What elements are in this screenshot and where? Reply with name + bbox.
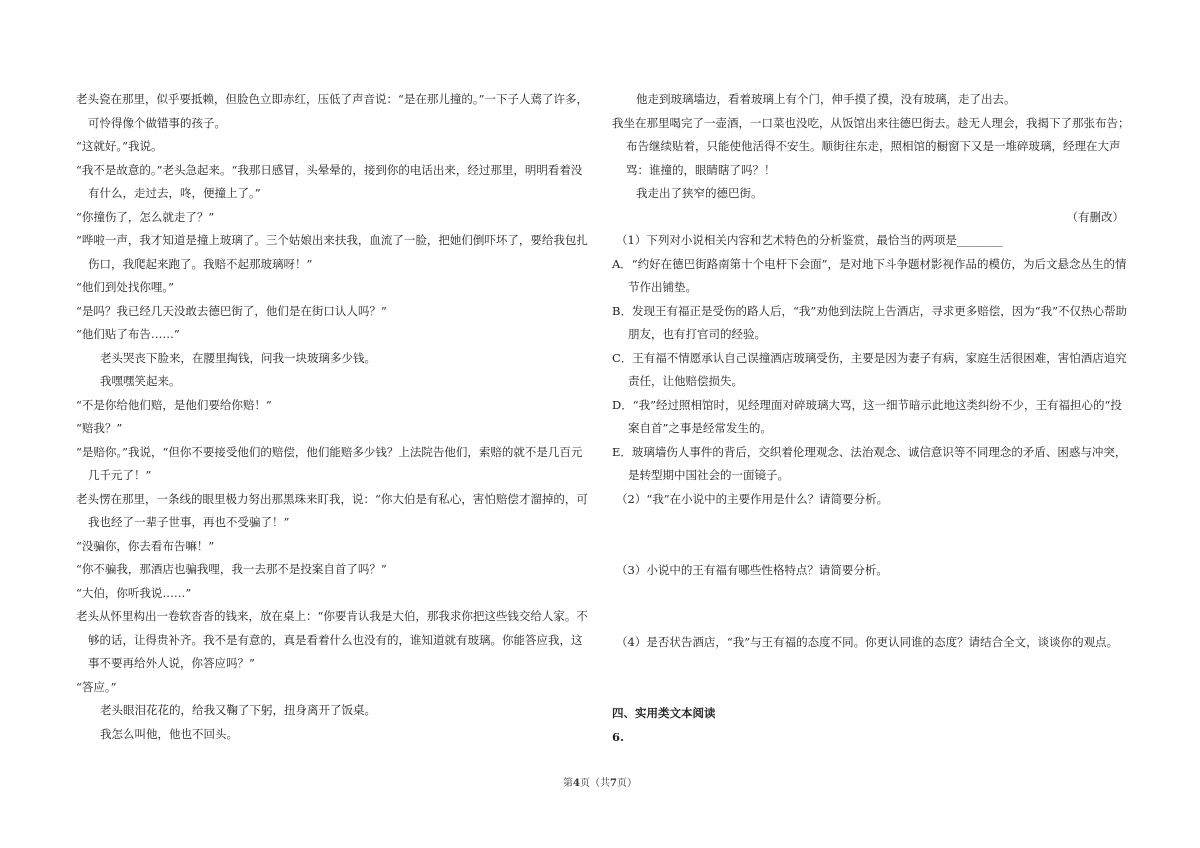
left-paragraph: 老头愣在那里，一条线的眼里极力努出那黑珠来盯我，说：“你大伯是有私心，害怕赔偿才溜掉的，可我也经了一辈子世事，再也不受骗了！” xyxy=(76,491,588,529)
right-paragraph: D．“我”经过照相馆时，见经理面对碎玻璃大骂，这一细节暗示此地这类纠纷不少，王有福担心的“投案自首”之事是经常发生的。 xyxy=(612,397,1122,435)
left-paragraph: “哗啦一声，我才知道是撞上玻璃了。三个姑娘出来扶我，血流了一脸，把她们倒吓坏了，要给我包扎伤口，我爬起来跑了。我赔不起那玻璃呀！” xyxy=(76,233,588,271)
left-paragraph: 老头瓷在那里，似乎要抵赖，但脸色立即赤红，压低了声音说：“是在那儿撞的。”一下子人蔫了许多，可怜得像个做错事的孩子。 xyxy=(76,92,589,130)
left-paragraph: “不是你给他们赔，是他们要给你赔！” xyxy=(76,397,272,412)
left-paragraph: 老头从怀里构出一卷软沓沓的钱来，放在桌上：“你要肯认我是大伯，那我求你把这些钱交给人家。不够的话，让得贵补齐。我不是有意的，真是看着什么也没有的，谁知道就有玻璃。你能答应我，这事不要再给外人说，你答应吗？” xyxy=(76,609,588,670)
left-paragraph: “他们到处找你哩。” xyxy=(76,280,175,294)
left-paragraph: “他们贴了布告……” xyxy=(76,327,180,341)
left-column xyxy=(76,88,590,746)
right-paragraph: 四、实用类文本阅读 xyxy=(612,706,716,720)
footer-suffix: 页） xyxy=(616,778,637,789)
left-paragraph: “大伯，你听我说……” xyxy=(76,585,192,600)
right-paragraph: （3）小说中的王有福有哪些性格特点？请简要分析。 xyxy=(616,563,888,577)
page-footer xyxy=(0,774,1200,789)
right-paragraph: C．王有福不情愿承认自己误撞酒店玻璃受伤，主要是因为妻子有病，家庭生活很困难，害怕酒店追究责任，让他赔偿损失。 xyxy=(612,350,1127,388)
right-paragraph: A．“约好在德巴街路南第十个电杆下会面”，是对地下斗争题材影视作品的模仿，为后文悬念丛生的情节作出铺垫。 xyxy=(612,256,1127,294)
right-paragraph: 我坐在那里喝完了一壶酒，一口菜也没吃，从饭馆出来往德巴街去。趁无人理会，我揭下了那张布告；布告继续贴着，只能使他活得不安生。顺街往东走，照相馆的橱窗下又是一堆碎玻璃，经理在大声骂：谁撞的，眼睛瞎了吗？！ xyxy=(612,115,1130,177)
left-paragraph: “你不骗我，那酒店也骗我哩，我一去那不是投案自首了吗？” xyxy=(76,562,387,576)
page-number: 4 xyxy=(573,778,580,789)
left-paragraph: “没骗你，你去看布告嘛！” xyxy=(76,538,215,553)
right-paragraph xyxy=(612,511,1132,559)
right-paragraph: 6. xyxy=(612,729,625,744)
right-paragraph: （2）“我”在小说中的主要作用是什么？请简要分析。 xyxy=(616,491,889,506)
left-paragraph: 老头哭丧下脸来，在腰里掏钱，问我一块玻璃多少钱。 xyxy=(100,350,376,365)
left-paragraph: “你撞伤了，怎么就走了？” xyxy=(76,209,215,224)
total-pages: 7 xyxy=(610,778,617,789)
right-paragraph: 我走出了狭窄的德巴街。 xyxy=(636,186,763,200)
right-paragraph xyxy=(612,654,1132,702)
left-paragraph: “这就好。”我说。 xyxy=(76,139,163,153)
left-paragraph: 我怎么叫他，他也不回头。 xyxy=(100,726,238,741)
footer-middle: 页（共 xyxy=(580,778,610,789)
right-paragraph: E．玻璃墙伤人事件的背后，交织着伦理观念、法治观念、诚信意识等不同理念的矛盾、困惑与冲突，是转型期中国社会的一面镜子。 xyxy=(612,444,1127,482)
left-paragraph: 老头眼泪花花的，给我又鞠了下躬，扭身离开了饭桌。 xyxy=(100,703,376,717)
footer-prefix: 第 xyxy=(563,778,574,789)
right-paragraph: （有删改） xyxy=(1066,209,1124,224)
left-paragraph: “赔我？” xyxy=(76,421,123,435)
left-paragraph: “答应。” xyxy=(76,679,117,694)
right-paragraph: 他走到玻璃墙边，看着玻璃上有个门，伸手摸了摸，没有玻璃，走了出去。 xyxy=(636,92,1016,106)
right-paragraph: （1）下列对小说相关内容和艺术特色的分析鉴赏，最恰当的两项是________ xyxy=(616,233,1003,247)
right-paragraph: B．发现王有福正是受伤的路人后，“我”劝他到法院上告酒店，寻求更多赔偿，因为“我”不仅热心帮助朋友，也有打官司的经验。 xyxy=(612,303,1127,341)
right-paragraph xyxy=(612,583,1132,631)
right-column xyxy=(612,88,1132,749)
left-paragraph: “我不是故意的。”老头急起来。“我那日感冒，头晕晕的，接到你的电话出来，经过那里，明明看着没有什么，走过去，咚，便撞上了。” xyxy=(76,162,583,200)
left-paragraph: “是赔你。”我说，“但你不要接受他们的赔偿，他们能赔多少钱？上法院告他们，索赔的就不是几百元几千元了！” xyxy=(76,444,583,482)
right-paragraph: （4）是否状告酒店，“我”与王有福的态度不同。你更认同谁的态度？请结合全文，谈谈你的观点。 xyxy=(616,634,1119,649)
left-paragraph: “是吗？我已经几天没敢去德巴街了，他们是在街口认人吗？” xyxy=(76,303,387,318)
left-paragraph: 我嘿嘿笑起来。 xyxy=(100,374,181,388)
